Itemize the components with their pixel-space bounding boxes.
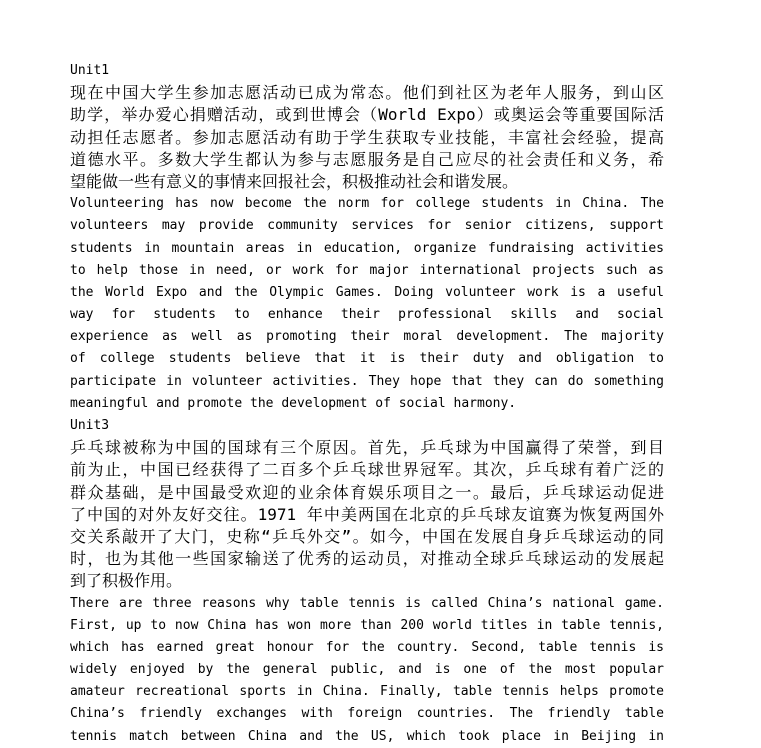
unit1-cn-line: 动担任志愿者。参加志愿活动有助于学生获取专业技能，丰富社会经验，提高	[70, 127, 664, 147]
unit1-en-line: participate in volunteer activities. They hope that they can do something	[70, 373, 664, 389]
unit3-cn-line: 群众基础，是中国最受欢迎的业余体育娱乐项目之一。最后，乒乓球运动促进	[70, 482, 664, 502]
heading-unit1: Unit1	[70, 63, 110, 78]
unit1-en-line: volunteers may provide community services for senior citizens, support	[70, 218, 664, 234]
unit1-cn-line: 现在中国大学生参加志愿活动已成为常态。他们到社区为老年人服务，到山区	[70, 83, 664, 103]
unit1-en-line: the World Expo and the Olympic Games. Doing volunteer work is a useful	[70, 284, 664, 300]
unit3-cn-line: 交关系敲开了大门，史称“乒乓外交”。如今，中国在发展自身乒乓球运动的同	[70, 526, 664, 546]
unit3-en-line: There are three reasons why table tennis is called China’s national game.	[70, 595, 664, 611]
unit3-en-line: tennis match between China and the US, which took place in Beijing in	[70, 728, 664, 744]
heading-unit3: Unit3	[70, 418, 110, 433]
unit1-en-line: to help those in need, or work for major international projects such as	[70, 262, 664, 278]
unit3-en-line: China’s friendly exchanges with foreign countries. The friendly table	[70, 706, 664, 722]
document-page	[70, 60, 664, 748]
unit3-en-line: which has earned great honour for the country. Second, table tennis is	[70, 639, 664, 655]
unit1-en-line: experience as well as promoting their moral development. The majority	[70, 329, 664, 345]
unit3-cn-line: 前为止，中国已经获得了二百多个乒乓球世界冠军。其次，乒乓球有着广泛的	[70, 460, 664, 480]
unit3-cn-line: 乒乓球被称为中国的国球有三个原因。首先，乒乓球为中国赢得了荣誉，到目	[70, 438, 664, 458]
unit1-en-line: way for students to enhance their professional skills and social	[70, 307, 664, 323]
unit3-cn-line: 了中国的对外友好交往。1971 年中美两国在北京的乒乓球友谊赛为恢复两国外	[70, 504, 664, 524]
unit3-en-line: widely enjoyed by the general public, and is one of the most popular	[70, 662, 664, 678]
unit1-en-line: Volunteering has now become the norm for college students in China. The	[70, 196, 664, 212]
unit1-cn-line: 助学，举办爱心捐赠活动，或到世博会（World Expo）或奥运会等重要国际活	[70, 105, 664, 125]
unit1-en-line: meaningful and promote the development of social harmony.	[70, 395, 517, 411]
unit3-cn-line: 到了积极作用。	[70, 571, 183, 591]
unit3-en-line: First, up to now China has won more than 200 world titles in table tennis,	[70, 617, 664, 633]
unit1-en-line: of college students believe that it is their duty and obligation to	[70, 351, 664, 367]
unit1-cn-line: 望能做一些有意义的事情来回报社会，积极推动社会和谐发展。	[70, 171, 519, 191]
unit1-cn-line: 道德水平。多数大学生都认为参与志愿服务是自己应尽的社会责任和义务，希	[70, 149, 664, 169]
unit1-en-line: students in mountain areas in education, organize fundraising activities	[70, 240, 664, 256]
unit3-cn-line: 时，也为其他一些国家输送了优秀的运动员，对推动全球乒乓球运动的发展起	[70, 549, 664, 569]
unit3-en-line: amateur recreational sports in China. Finally, table tennis helps promote	[70, 684, 664, 700]
